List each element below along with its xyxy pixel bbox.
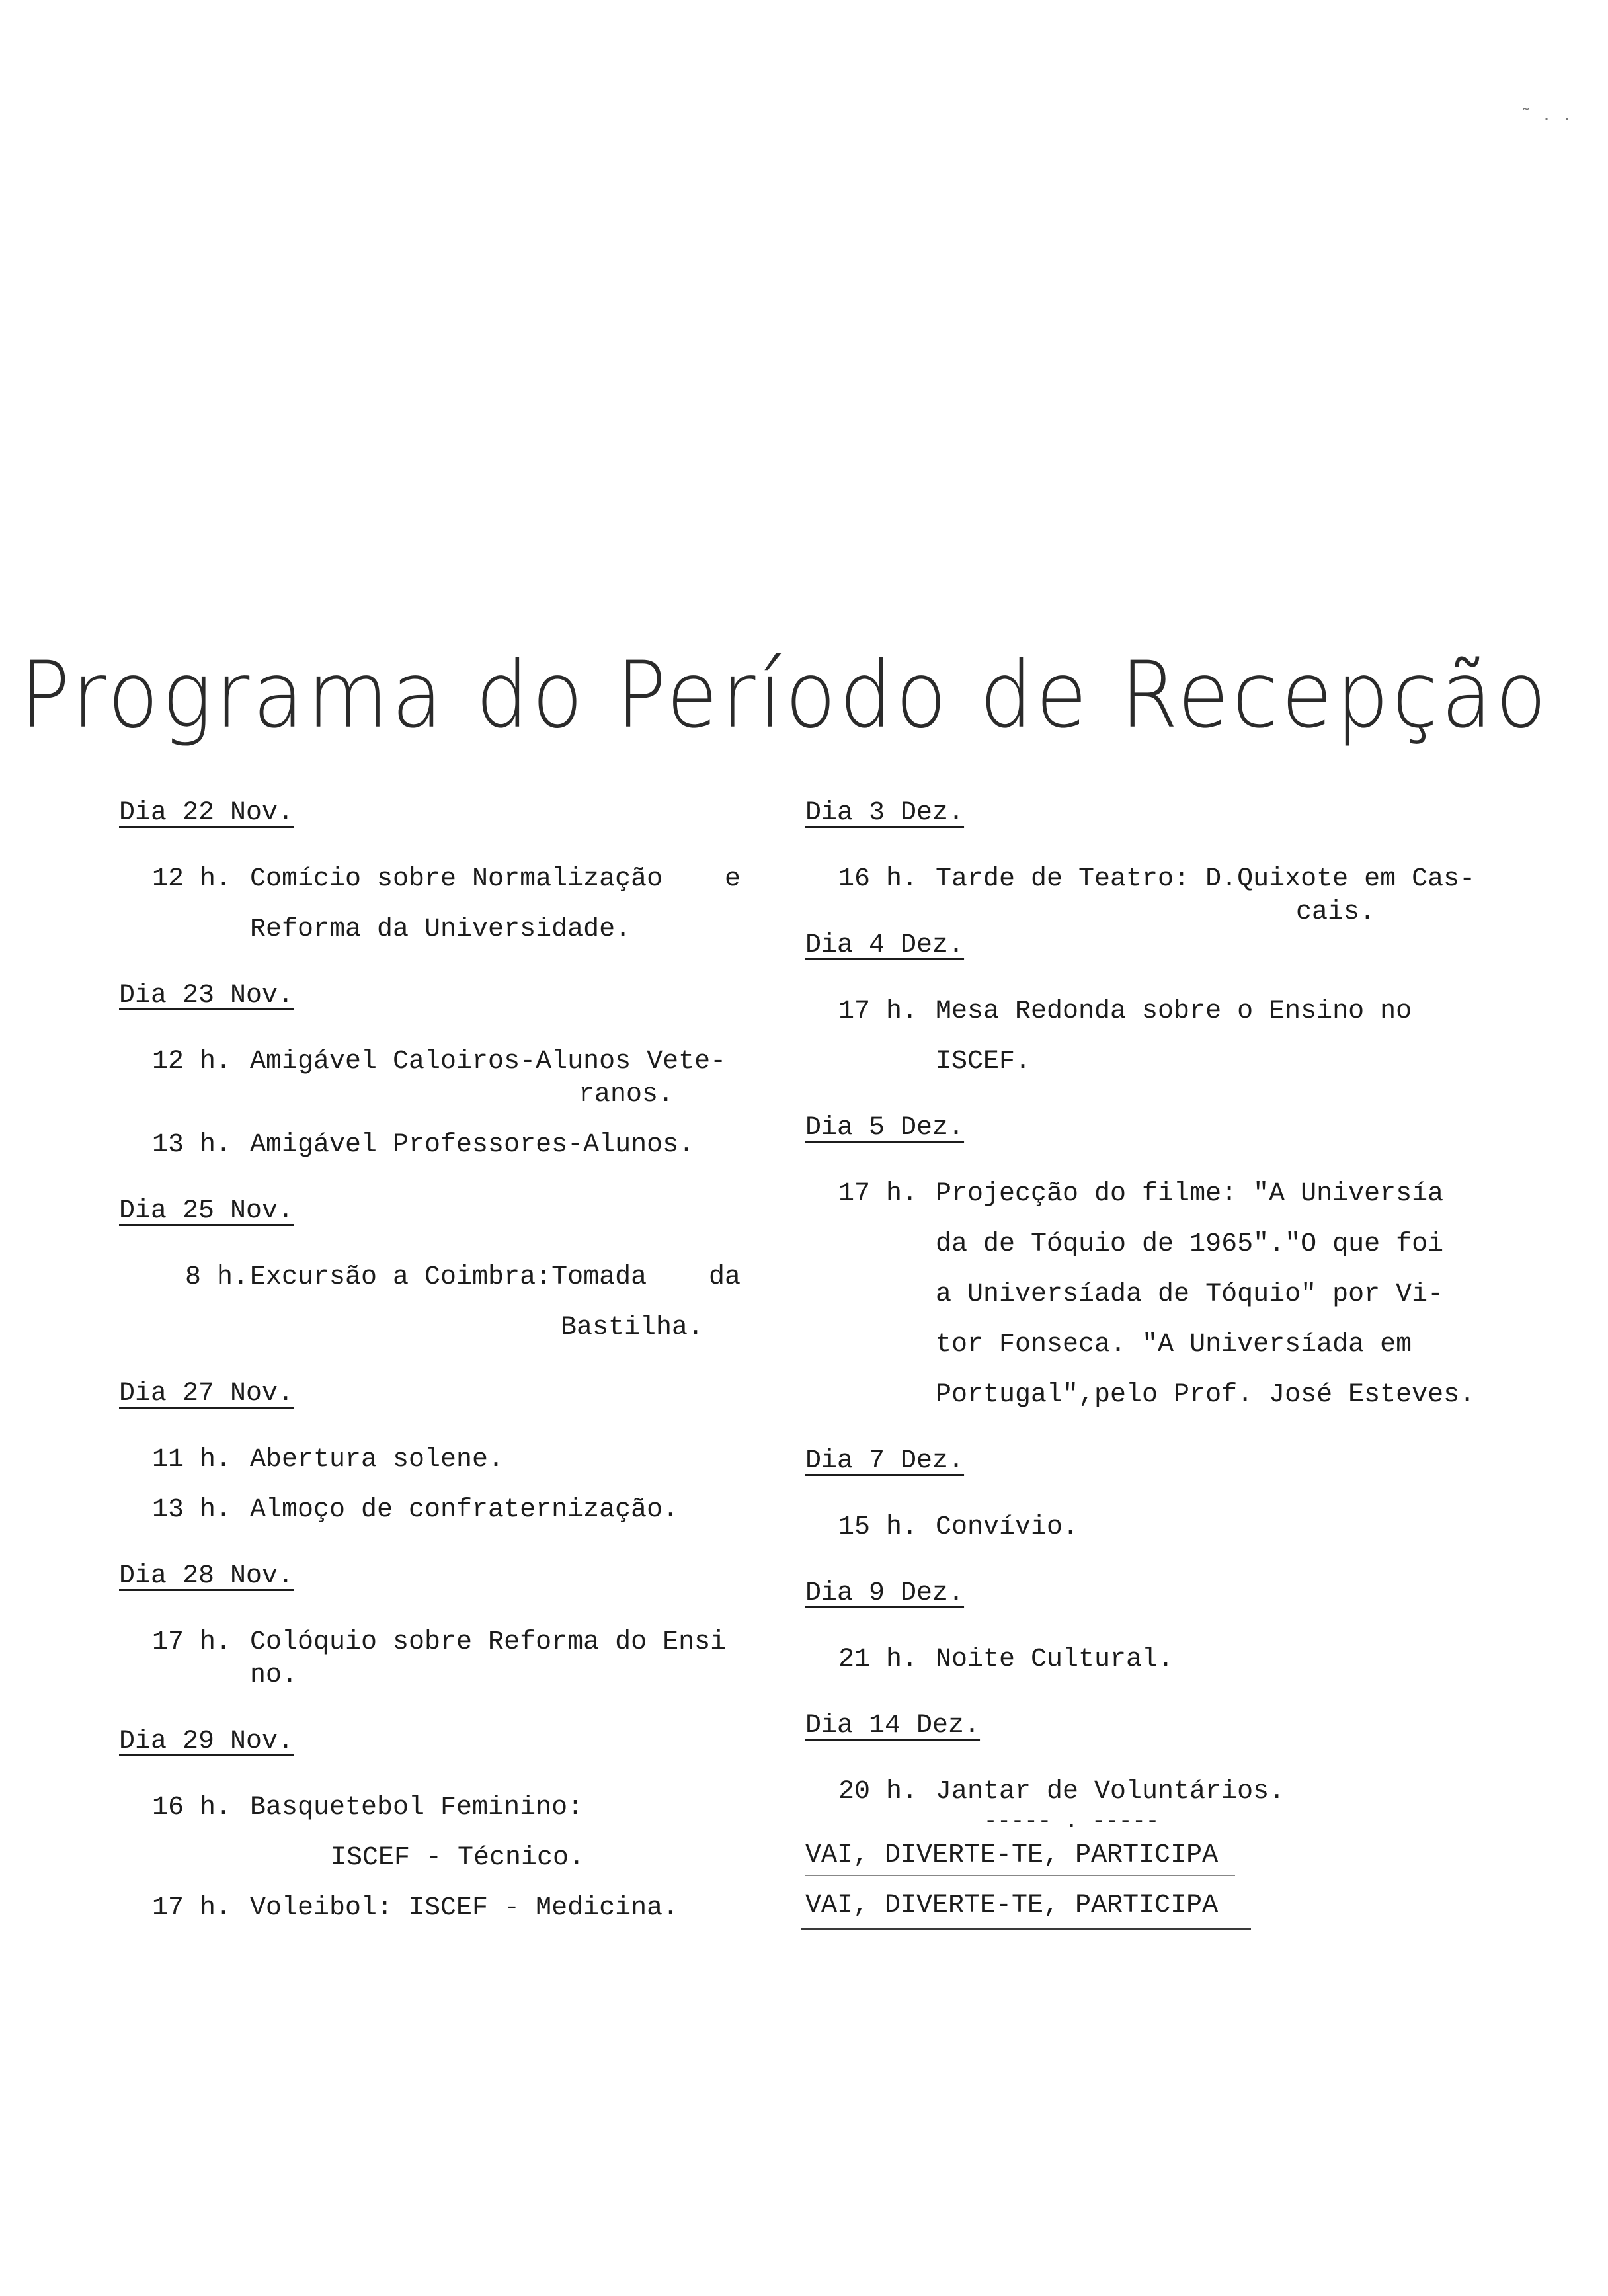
event-text: ISCEF.: [936, 1047, 1031, 1077]
event-text: Comício sobre Normalização: [250, 864, 663, 894]
event-text: ranos.: [579, 1080, 674, 1110]
event-text: e: [725, 864, 741, 894]
event-time: 13 h.: [152, 1130, 232, 1160]
separator-line: ----- . -----: [984, 1809, 1160, 1834]
event-text: Amigável Professores-Alunos.: [250, 1130, 695, 1160]
event-text: tor Fonseca. "A Universíada em: [936, 1330, 1412, 1360]
event-text: Colóquio sobre Reforma do Ensi: [250, 1627, 727, 1657]
event-text: Voleibol: ISCEF - Medicina.: [250, 1893, 679, 1923]
event-text: Mesa Redonda sobre o Ensino no: [936, 997, 1412, 1026]
day-heading-27-nov: Dia 27 Nov.: [119, 1379, 294, 1409]
day-heading-22-nov: Dia 22 Nov.: [119, 798, 294, 828]
slogan-line: VAI, DIVERTE-TE, PARTICIPA: [805, 1840, 1219, 1870]
event-text: da: [709, 1262, 741, 1292]
event-text: Portugal",pelo Prof. José Esteves.: [936, 1380, 1476, 1410]
event-time: 17 h.: [838, 1179, 918, 1209]
event-text: Almoço de confraternização.: [250, 1495, 679, 1525]
event-time: 16 h.: [152, 1793, 232, 1823]
event-text: Convívio.: [936, 1512, 1079, 1542]
event-time: 8 h.: [185, 1262, 249, 1292]
day-heading-5-dez: Dia 5 Dez.: [805, 1113, 965, 1143]
event-time: 17 h.: [152, 1627, 232, 1657]
corner-mark: ˜ . .: [1521, 106, 1573, 126]
slogan-line: VAI, DIVERTE-TE, PARTICIPA: [805, 1891, 1219, 1920]
event-text: Basquetebol Feminino:: [250, 1793, 584, 1823]
event-text: ISCEF - Técnico.: [331, 1843, 585, 1873]
event-text: Jantar de Voluntários.: [936, 1777, 1285, 1807]
event-text: cais.: [1296, 897, 1376, 927]
event-text: Bastilha.: [561, 1313, 704, 1342]
event-time: 13 h.: [152, 1495, 232, 1525]
day-heading-29-nov: Dia 29 Nov.: [119, 1727, 294, 1756]
page-title: Programa do Período de Recepção: [20, 641, 1550, 749]
event-text: Reforma da Universidade.: [250, 915, 631, 944]
day-heading-4-dez: Dia 4 Dez.: [805, 930, 965, 960]
event-text: a Universíada de Tóquio" por Vi-: [936, 1280, 1444, 1309]
event-time: 21 h.: [838, 1645, 918, 1674]
event-time: 11 h.: [152, 1445, 232, 1475]
event-time: 16 h.: [838, 864, 918, 894]
day-heading-14-dez: Dia 14 Dez.: [805, 1711, 981, 1741]
event-text: Excursão a Coimbra:Tomada: [250, 1262, 647, 1292]
event-time: 17 h.: [152, 1893, 232, 1923]
event-text: no.: [250, 1660, 298, 1690]
day-heading-7-dez: Dia 7 Dez.: [805, 1446, 965, 1476]
event-time: 17 h.: [838, 997, 918, 1026]
event-time: 20 h.: [838, 1777, 918, 1807]
day-heading-3-dez: Dia 3 Dez.: [805, 798, 965, 828]
slogan-underline: [805, 1875, 1235, 1876]
event-text: Amigável Caloiros-Alunos Vete-: [250, 1047, 727, 1077]
slogan-underline: [801, 1928, 1251, 1930]
event-text: Tarde de Teatro: D.Quixote em Cas-: [936, 864, 1476, 894]
event-time: 12 h.: [152, 1047, 232, 1077]
day-heading-9-dez: Dia 9 Dez.: [805, 1578, 965, 1608]
event-text: Noite Cultural.: [936, 1645, 1174, 1674]
event-time: 12 h.: [152, 864, 232, 894]
event-text: Projecção do filme: "A Universía: [936, 1179, 1444, 1209]
event-text: da de Tóquio de 1965"."O que foi: [936, 1229, 1444, 1259]
day-heading-28-nov: Dia 28 Nov.: [119, 1561, 294, 1591]
day-heading-23-nov: Dia 23 Nov.: [119, 981, 294, 1010]
event-text: Abertura solene.: [250, 1445, 504, 1475]
event-time: 15 h.: [838, 1512, 918, 1542]
day-heading-25-nov: Dia 25 Nov.: [119, 1196, 294, 1226]
